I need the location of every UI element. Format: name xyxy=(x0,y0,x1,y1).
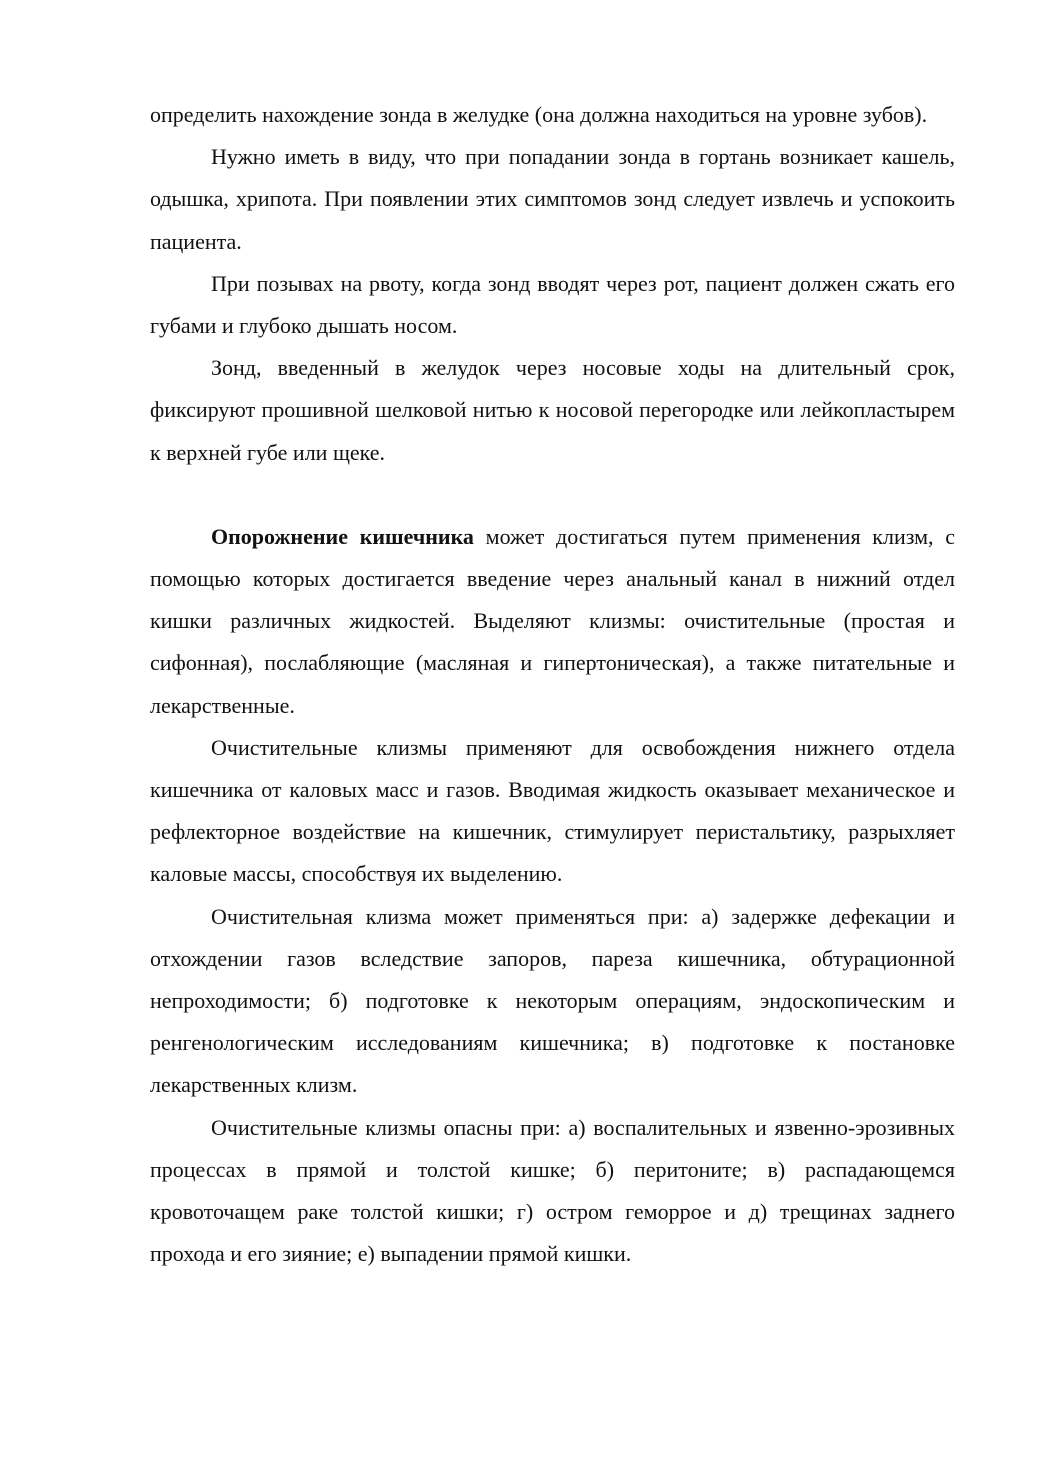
paragraph-continuation: определить нахождение зонда в желудке (она должна находиться на уровне зубов). xyxy=(150,102,928,127)
paragraph-cleansing-indications: Очистительная клизма может применяться при: а) задержке дефекации и отхождении газов вследствие запоров, пареза кишечника, обтурационной непроходимости; б) подготовке к некоторым операциям, эндоскопическим и ренгенологическим исследованиям кишечника; в) подготовке к постановке лекарственных клизм. xyxy=(150,903,955,1098)
paragraph-probe-fixation: Зонд, введенный в желудок через носовые ходы на длительный срок, фиксируют прошивной шелковой нитью к носовой перегородке или лейкопластырем к верхней губе или щеке. xyxy=(150,355,955,465)
document-page xyxy=(150,94,955,1275)
paragraph-gag-reflex: При позывах на рвоту, когда зонд вводят через рот, пациент должен сжать его губами и глубоко дышать носом. xyxy=(150,270,955,339)
section-heading-bold: Опорожнение кишечника xyxy=(211,523,474,549)
paragraph-cleansing-purpose: Очистительные клизмы применяют для освобождения нижнего отдела кишечника от каловых масс и газов. Вводимая жидкость оказывает механическое и рефлекторное воздействие на кишечник, стимулирует перистальтику, разрыхляет каловые массы, способствуя их выделению. xyxy=(150,734,955,887)
section-lead-text: может достигаться путем применения клизм, с помощью которых достигается введение через анальный канал в нижний отдел кишки различных жидкостей. Выделяют клизмы: очистительные (простая и сифонная), послабляющие (масляная и гипертоническая), а также питательные и лекарственные. xyxy=(150,523,955,718)
paragraph-bowel-emptying xyxy=(150,516,955,727)
section-spacer xyxy=(150,474,955,516)
paragraph-cleansing-contraindications: Очистительные клизмы опасны при: а) воспалительных и язвенно-эрозивных процессах в прямой и толстой кишке; б) перитоните; в) распадающемся кровоточащем раке толстой кишки; г) остром геморрое и д) трещинах заднего прохода и его зияние; е) выпадении прямой кишки. xyxy=(150,1114,955,1267)
paragraph-probe-larynx: Нужно иметь в виду, что при попадании зонда в гортань возникает кашель, одышка, хрипота. При появлении этих симптомов зонд следует извлечь и успокоить пациента. xyxy=(150,144,955,254)
